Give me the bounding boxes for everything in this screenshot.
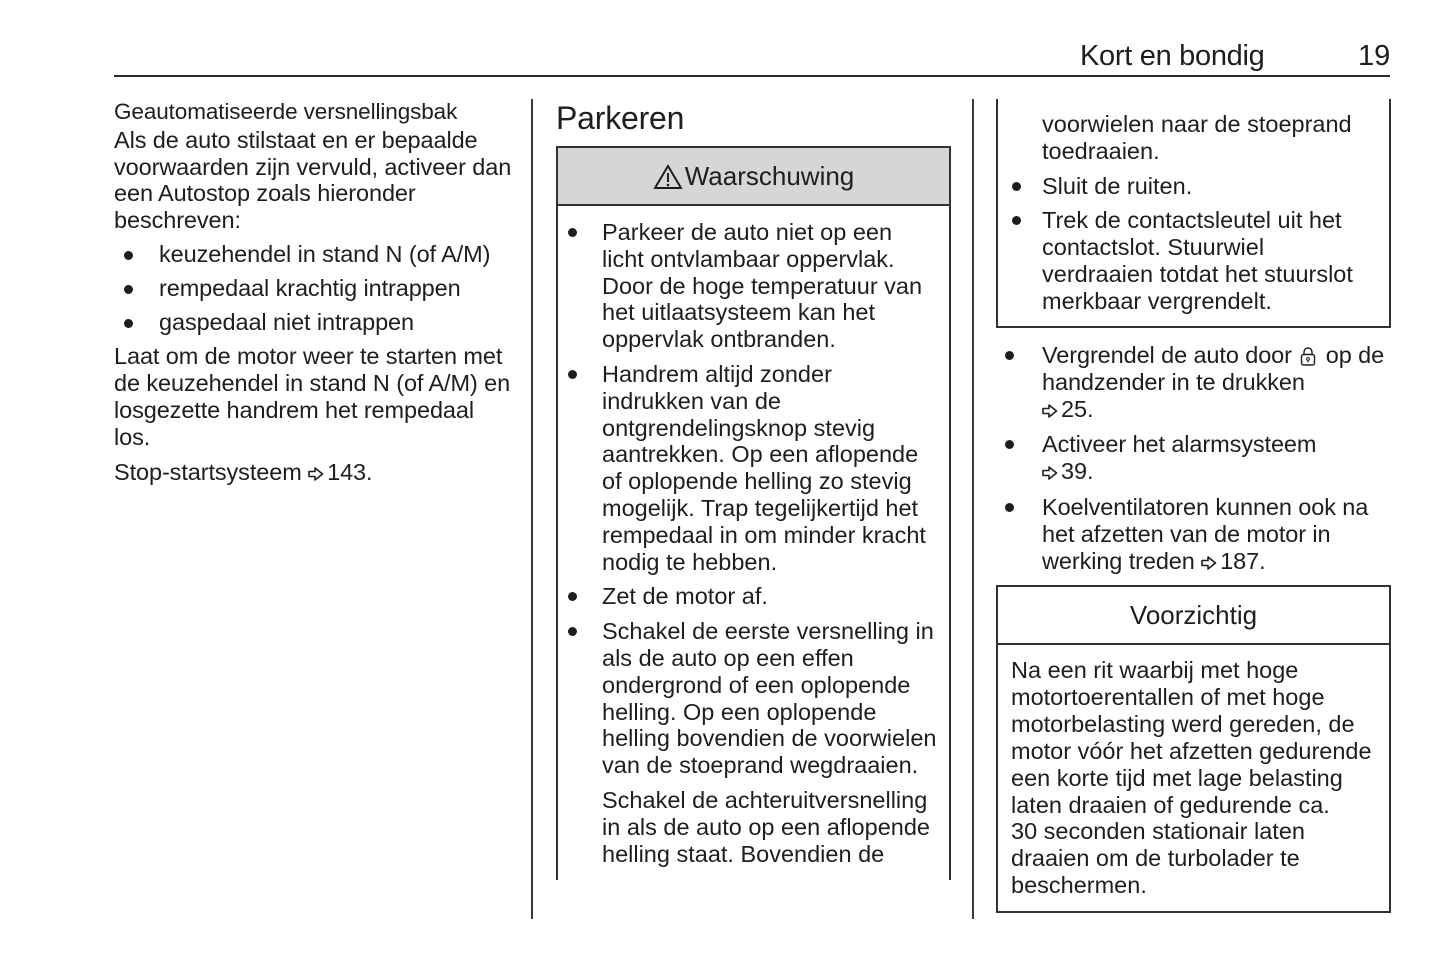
page-ref: 143. <box>327 458 373 485</box>
cross-reference[interactable]: Stop-startsysteem 143. <box>114 458 373 485</box>
gear-position-am: A/M <box>441 240 483 267</box>
list-item: Handrem altijd zonder indrukken van de ontgrendelingsknop stevig aantrekken. Op een aflopende of oplopende helling zo stevig mogelijk. Trap tegelijkertijd het rempedaal in om minder kracht nodig te hebben. <box>566 361 937 575</box>
warning-box-continued <box>996 99 1391 328</box>
list-item: Zet de motor af. <box>566 583 937 610</box>
caution-header: Voorzichtig <box>998 587 1389 645</box>
column-divider <box>972 99 974 919</box>
subheading: Geautomatiseerde versnellingsbak <box>114 99 458 124</box>
page-ref: 39. <box>1061 458 1094 485</box>
gear-position-n: N <box>385 240 403 267</box>
column-divider <box>531 99 533 919</box>
list-item: Parkeer de auto niet op een licht ontvlambaar oppervlak. Door de hoge temperatuur van het uitlaatsysteem kan het oppervlak ontbranden. <box>566 219 937 353</box>
caution-body <box>998 645 1389 899</box>
parking-steps <box>1005 342 1395 583</box>
bullet-icon <box>1005 503 1014 512</box>
list-item: keuzehendel in stand N (of A/M) <box>114 241 514 268</box>
page-ref: 25. <box>1061 395 1094 422</box>
bullet-icon <box>1012 182 1021 191</box>
list-item: Activeer het alarmsysteem 39. <box>1005 431 1395 485</box>
warning-box <box>556 146 951 880</box>
list-item: Schakel de eerste versnelling in als de auto op een effen ondergrond of een oplopende helling. Op een oplopende helling bovendien de voorwielen van de stoeprand wegdraaien. Schakel de achteruitversnelling in als de auto op een aflopende helling staat. Bovendien de <box>566 618 937 867</box>
intro-paragraph: Als de auto stilstaat en er bepaalde voorwaarden zijn vervuld, activeer dan een Autostop zoals hieronder beschreven: <box>114 126 512 234</box>
warning-header <box>558 148 949 206</box>
bullet-icon <box>568 592 577 601</box>
column-automated-gearbox <box>114 99 514 485</box>
cross-reference[interactable] <box>1042 458 1093 484</box>
reference-arrow-icon <box>1201 556 1217 570</box>
warning-list <box>566 219 937 867</box>
autostop-conditions-list <box>114 241 514 335</box>
bullet-icon <box>1005 351 1014 360</box>
header-rule <box>114 75 1390 77</box>
bullet-icon <box>124 251 133 260</box>
list-item: gaspedaal niet intrappen <box>114 309 514 336</box>
reference-arrow-icon <box>1042 404 1058 418</box>
continued-text: voorwielen naar de stoeprand toedraaien. <box>1042 111 1352 164</box>
section-heading: Parkeren <box>556 100 685 136</box>
bullet-icon <box>1012 216 1021 225</box>
caution-box <box>996 585 1391 913</box>
list-item: Sluit de ruiten. <box>1006 173 1379 200</box>
caution-text: 30 seconden stationair laten draaien om de turbolader te beschermen. <box>1011 818 1305 899</box>
reference-arrow-icon <box>1042 466 1058 480</box>
restart-paragraph: Laat om de motor weer te starten met de keuzehendel in stand N (of A/M) en losgezette handrem het rempedaal los. <box>114 343 511 450</box>
list-item: Koelventilatoren kunnen ook na het afzetten van de motor in werking treden 187. <box>1005 494 1395 574</box>
caution-text: Na een rit waarbij met hoge motortoerentallen of met hoge motorbelasting werd gereden, de motor vóór het afzetten gedurende een korte tijd met lage belasting laten draaien of gedurende ca. <box>1011 657 1372 818</box>
warning-list-continued <box>1006 173 1379 315</box>
bullet-icon <box>568 627 577 636</box>
warning-label: Waarschuwing <box>684 160 855 191</box>
warning-body <box>558 206 949 867</box>
page-number: 19 <box>1358 40 1391 72</box>
list-item-continuation: Schakel de achteruitversnelling in als de auto op een aflopende helling staat. Bovendien de <box>602 786 930 867</box>
warning-triangle-icon <box>653 164 683 190</box>
list-item: Vergrendel de auto door op de handzender in te drukken 25. <box>1005 342 1395 422</box>
lock-icon <box>1300 346 1316 366</box>
list-item: rempedaal krachtig intrappen <box>114 275 514 302</box>
bullet-icon <box>124 319 133 328</box>
list-item: Trek de contactsleutel uit het contactslot. Stuurwiel verdraaien totdat het stuurslot merkbaar vergrendelt. <box>1006 207 1379 314</box>
bullet-icon <box>124 285 133 294</box>
section-title: Kort en bondig <box>1080 40 1265 72</box>
bullet-icon <box>568 370 577 379</box>
cross-reference[interactable] <box>1042 396 1093 422</box>
cross-reference[interactable] <box>1201 548 1265 574</box>
page-ref: 187. <box>1220 547 1266 574</box>
reference-arrow-icon <box>308 467 324 481</box>
bullet-icon <box>1005 440 1014 449</box>
bullet-icon <box>568 228 577 237</box>
